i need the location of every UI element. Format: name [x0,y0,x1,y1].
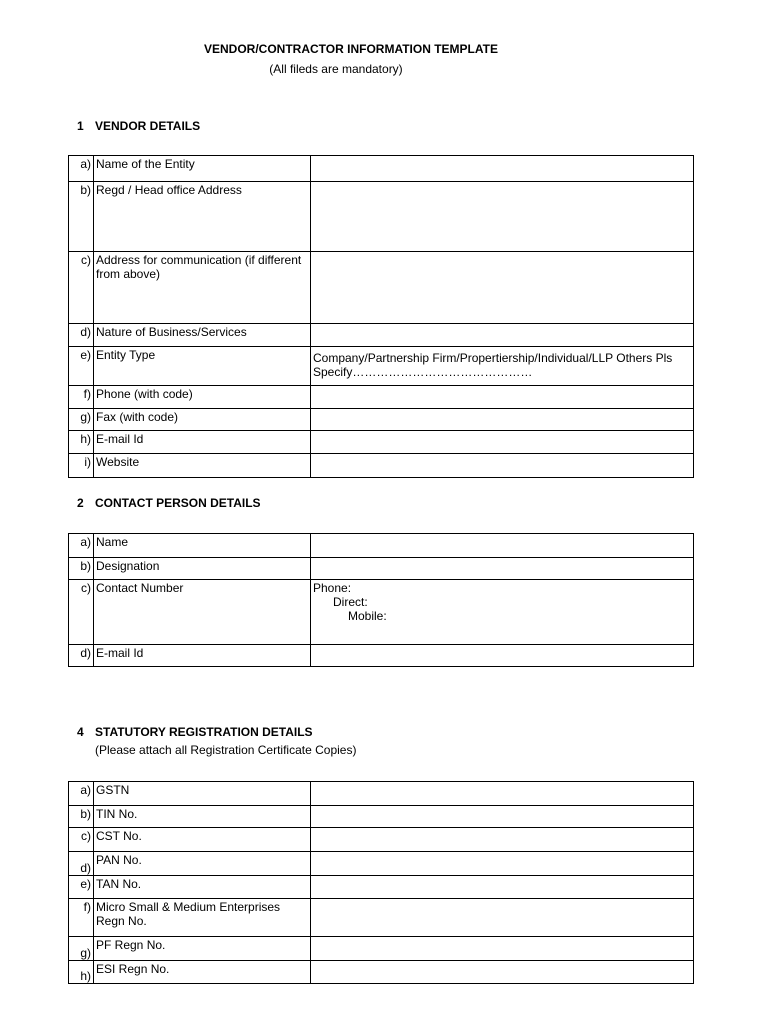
table-row [69,852,694,876]
row-label: Regd / Head office Address [94,182,311,252]
section-4-heading [77,725,313,739]
row-letter: d) [69,324,94,347]
section-number: 2 [77,496,84,510]
row-label: Name of the Entity [94,156,311,182]
row-label: Nature of Business/Services [94,324,311,347]
table-row [69,347,694,386]
cst-field[interactable] [311,828,694,852]
website-field[interactable] [311,454,694,478]
row-label: Phone (with code) [94,386,311,409]
table-row [69,409,694,431]
form-subtitle: (All fileds are mandatory) [269,62,403,76]
direct-label: Direct: [333,595,368,609]
row-letter: c) [69,828,94,852]
row-label: Designation [94,558,311,580]
row-label: E-mail Id [94,645,311,667]
row-letter: a) [69,156,94,182]
row-letter: e) [69,347,94,386]
row-letter: a) [69,534,94,558]
section-title: CONTACT PERSON DETAILS [95,496,261,510]
row-label: ESI Regn No. [94,961,311,984]
section-4-note: (Please attach all Registration Certificate Copies) [95,743,357,757]
vendor-details-table [68,155,694,478]
table-row [69,454,694,478]
contact-name-field[interactable] [311,534,694,558]
form-title: VENDOR/CONTRACTOR INFORMATION TEMPLATE [204,42,498,56]
table-row [69,828,694,852]
phone-label: Phone: [313,581,352,595]
section-1-heading [77,119,200,133]
table-row [69,876,694,899]
table-row [69,182,694,252]
pf-regn-field[interactable] [311,937,694,961]
pan-field[interactable] [311,852,694,876]
section-number: 4 [77,725,84,739]
esi-regn-field[interactable] [311,961,694,984]
row-label: Entity Type [94,347,311,386]
statutory-registration-table [68,781,694,984]
table-row [69,558,694,580]
row-letter: c) [69,252,94,324]
table-row [69,156,694,182]
phone-field[interactable] [311,386,694,409]
msme-regn-field[interactable] [311,899,694,937]
table-row [69,431,694,454]
row-letter: e) [69,876,94,899]
nature-of-business-field[interactable] [311,324,694,347]
row-label: TAN No. [94,876,311,899]
row-label: PAN No. [94,852,311,876]
entity-type-field[interactable]: Company/Partnership Firm/Propertiership/Individual/LLP Others Pls Specify……………………………………… [311,347,694,386]
row-label: Address for communication (if different from above) [94,252,311,324]
section-title: VENDOR DETAILS [95,119,201,133]
row-letter: h) [69,431,94,454]
fax-field[interactable] [311,409,694,431]
row-label: Fax (with code) [94,409,311,431]
row-letter: g) [69,409,94,431]
table-row [69,580,694,645]
row-letter: f) [69,386,94,409]
entity-name-field[interactable] [311,156,694,182]
row-letter: i) [69,454,94,478]
email-field[interactable] [311,431,694,454]
row-label: CST No. [94,828,311,852]
contact-email-field[interactable] [311,645,694,667]
row-letter: b) [69,182,94,252]
row-letter: b) [69,806,94,828]
tan-field[interactable] [311,876,694,899]
row-letter: a) [69,782,94,806]
row-letter: g) [69,937,94,961]
gstn-field[interactable] [311,782,694,806]
table-row [69,937,694,961]
row-label: E-mail Id [94,431,311,454]
table-row [69,782,694,806]
row-label: Website [94,454,311,478]
table-row [69,324,694,347]
row-label: Name [94,534,311,558]
section-title: STATUTORY REGISTRATION DETAILS [95,725,313,739]
row-letter: h) [69,961,94,984]
table-row [69,386,694,409]
mobile-label: Mobile: [348,609,387,623]
table-row [69,534,694,558]
row-label: Contact Number [94,580,311,645]
row-letter: d) [69,852,94,876]
contact-number-field[interactable] [311,580,694,645]
table-row [69,961,694,984]
communication-address-field[interactable] [311,252,694,324]
head-office-address-field[interactable] [311,182,694,252]
row-label: Micro Small & Medium Enterprises Regn No. [94,899,311,937]
table-row [69,806,694,828]
table-row [69,645,694,667]
designation-field[interactable] [311,558,694,580]
row-label: TIN No. [94,806,311,828]
row-label: GSTN [94,782,311,806]
row-letter: b) [69,558,94,580]
row-letter: f) [69,899,94,937]
section-number: 1 [77,119,84,133]
row-label: PF Regn No. [94,937,311,961]
table-row [69,252,694,324]
section-2-heading [77,496,261,510]
contact-person-table [68,533,694,667]
row-letter: c) [69,580,94,645]
tin-field[interactable] [311,806,694,828]
row-letter: d) [69,645,94,667]
table-row [69,899,694,937]
